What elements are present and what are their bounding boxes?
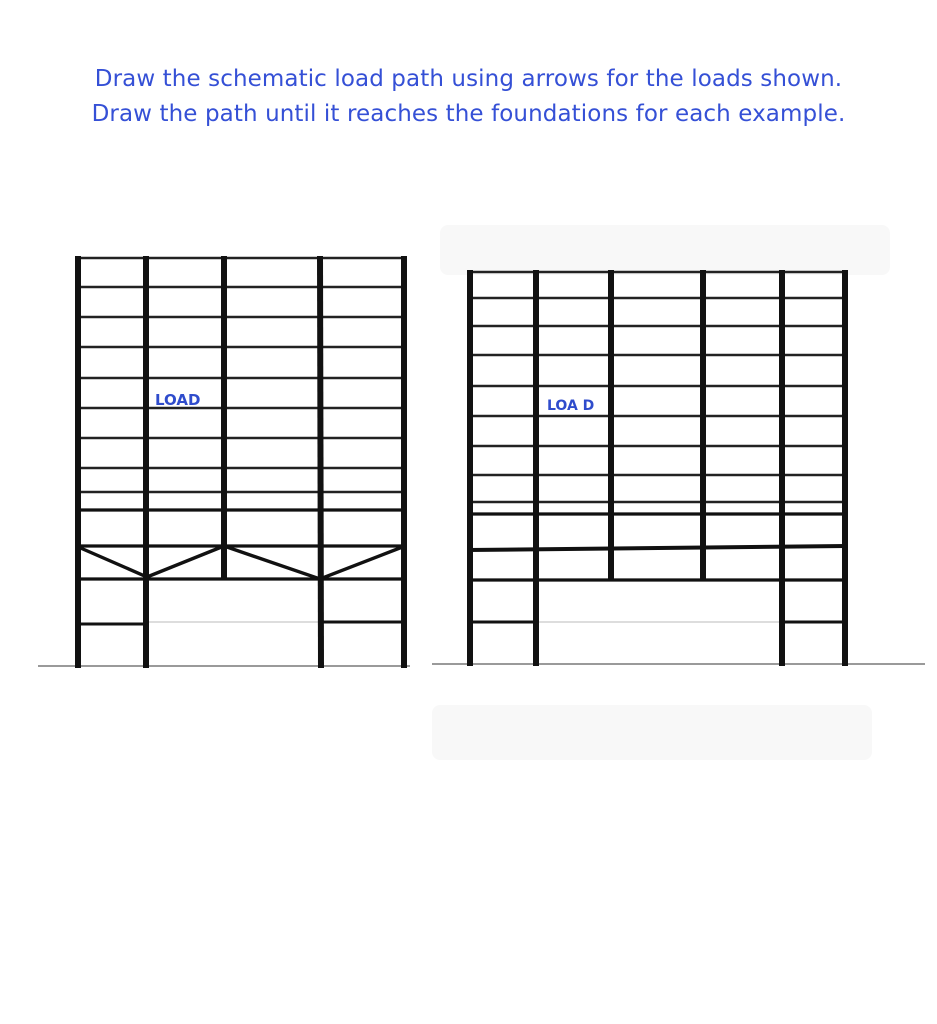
- scan-smudges: [432, 225, 890, 760]
- columns-right: [470, 270, 845, 666]
- load-label-left: LOAD: [155, 391, 201, 409]
- instruction-line-1: Draw the schematic load path using arrows for the loads shown.: [94, 66, 843, 92]
- instruction-line-2: Draw the path until it reaches the foundations for each example.: [91, 101, 846, 127]
- left-frame: [38, 256, 410, 668]
- upper-floors-right: [468, 272, 846, 502]
- transfer-beam-right: [468, 546, 846, 550]
- right-frame: [432, 270, 925, 666]
- upper-floors-left: [76, 258, 405, 492]
- load-label-right: LOA D: [547, 398, 595, 414]
- transfer-truss-left: [76, 546, 405, 579]
